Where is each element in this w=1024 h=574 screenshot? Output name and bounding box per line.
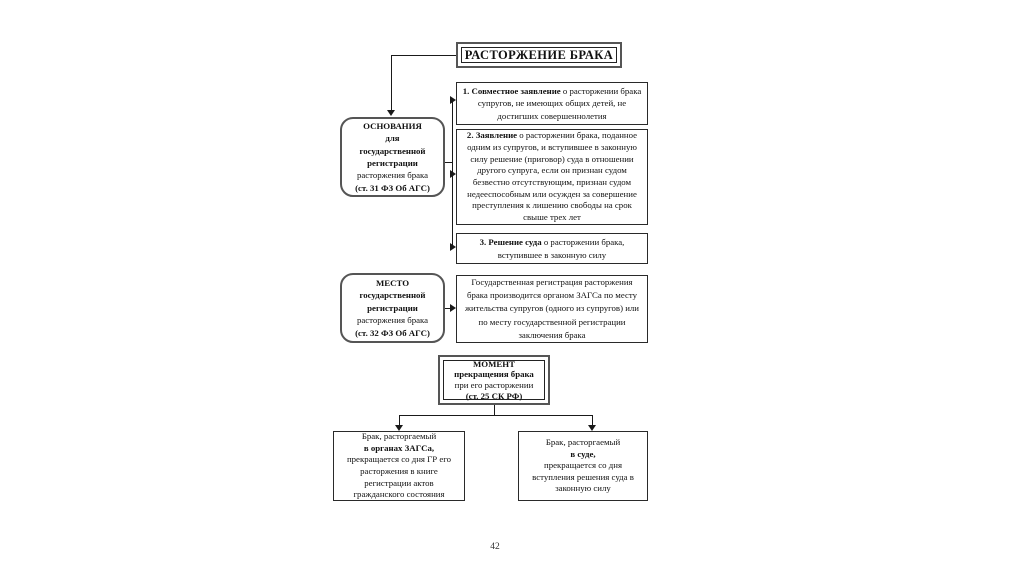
place-line: расторжения брака xyxy=(356,315,429,326)
ground-item-3 xyxy=(456,233,648,264)
arrow-down-icon xyxy=(387,110,395,116)
ground-item-2-lead: 2. Заявление xyxy=(466,130,518,141)
grounds-line: (ст. 31 ФЗ Об АГС) xyxy=(355,182,430,193)
ground-item-3-lead: 3. Решение суда xyxy=(479,237,542,248)
connector-title-horizontal xyxy=(391,55,456,56)
moment-line: при его расторжении xyxy=(454,380,534,390)
ground-item-1-rest: о расторжении брака супругов, не имеющих общих детей, не достигших совершеннолетия xyxy=(477,86,642,121)
place-line: (ст. 32 ФЗ Об АГС) xyxy=(355,327,430,338)
grounds-box xyxy=(340,117,445,197)
connector-title-vertical xyxy=(391,55,392,111)
outcome-zags-rest: прекращается со дня ГР его расторжения в книге регистрации актов гражданского состояния xyxy=(346,454,452,500)
moment-line: прекращения брака xyxy=(454,369,534,380)
ground-item-1 xyxy=(456,82,648,125)
outcome-zags-box xyxy=(333,431,465,501)
divorce-title-box xyxy=(456,42,622,68)
outcome-court-rest: прекращается со дня вступления решения суда в законную силу xyxy=(532,460,634,494)
ground-item-1-lead: 1. Совместное заявление xyxy=(462,86,561,97)
grounds-line: государственной xyxy=(359,145,426,156)
ground-item-2-rest: о расторжении брака, поданное одним из супругов, и вступившее в законную силу решение (приговор) суда в отношении другого супруга, если он признан судом безвестно отсутствующим, признан судом недееспособным или осужден за совершение преступления к лишению свободы на срок свыше трех лет xyxy=(467,130,638,223)
place-line: государственной xyxy=(359,290,426,301)
connector-moment-horizontal xyxy=(399,415,593,416)
place-line: регистрации xyxy=(367,302,418,313)
grounds-line: расторжения брака xyxy=(356,170,429,181)
outcome-court-box xyxy=(518,431,648,501)
place-box xyxy=(340,273,445,343)
divorce-title-label: РАСТОРЖЕНИЕ БРАКА xyxy=(464,47,614,62)
grounds-line: регистрации xyxy=(367,158,418,168)
ground-item-2 xyxy=(456,129,648,225)
place-detail-box xyxy=(456,275,648,343)
grounds-line: для xyxy=(385,133,400,144)
place-detail-text: Государственная регистрация расторжения брака производится органом ЗАГСа по месту жительства супругов (одного из супругов) или по месту государственной регистрации заключения брака xyxy=(464,277,640,340)
moment-box xyxy=(438,355,550,405)
moment-line: (ст. 25 СК РФ) xyxy=(465,390,523,401)
ground-item-3-rest: о расторжении брака, вступившее в законную силу xyxy=(497,237,625,260)
outcome-court-line2: в суде, xyxy=(570,448,596,459)
grounds-line: ОСНОВАНИЯ xyxy=(363,120,422,131)
outcome-court-line1: Брак, расторгаемый xyxy=(545,436,621,447)
outcome-zags-line1: Брак, расторгаемый xyxy=(361,431,437,442)
connector-grounds-stub xyxy=(445,162,452,163)
place-line: МЕСТО xyxy=(375,277,410,288)
moment-line: МОМЕНТ xyxy=(472,358,516,369)
outcome-zags-line2: в органах ЗАГСа, xyxy=(363,442,435,453)
page-number: 42 xyxy=(490,542,500,552)
